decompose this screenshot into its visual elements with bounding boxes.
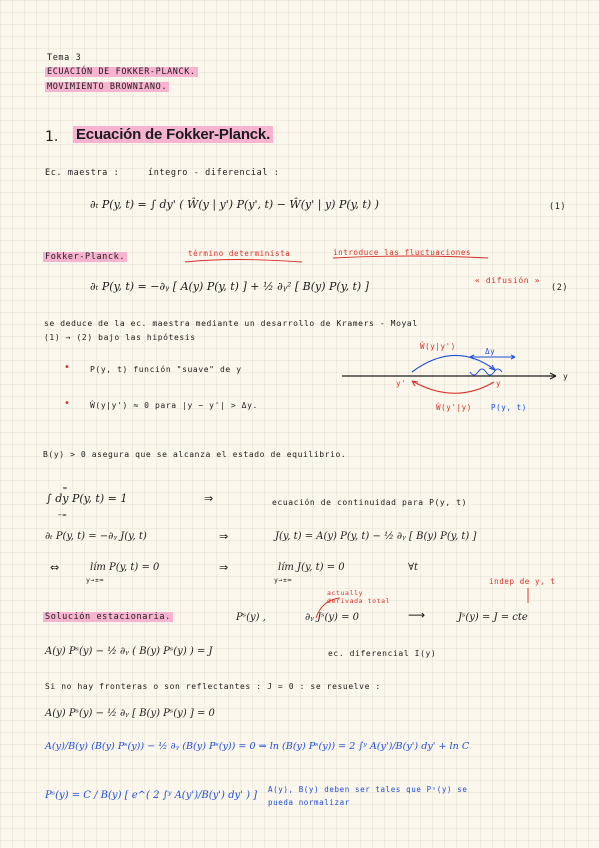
forall-t: ∀t bbox=[408, 562, 419, 573]
section-number: 1. bbox=[45, 129, 59, 145]
stationary-solution: Pˢ(y) = C / B(y) [ e^( 2 ∫ʸ A(y')/B(y') dy' ) ] bbox=[45, 790, 258, 801]
bullet-1: • bbox=[64, 362, 70, 373]
equation-number-2: (2) bbox=[551, 283, 569, 293]
stationary-ps: Pˢ(y) , bbox=[236, 612, 266, 623]
section-title: Ecuación de Fokker-Planck. bbox=[73, 125, 273, 145]
master-equation: ∂ₜ P(y, t) = ∫ dy' ( Ŵ(y | y') P(y', t) − Ŵ(y' | y) P(y, t) ) bbox=[90, 198, 379, 211]
diagram-y-prime: y' bbox=[396, 379, 407, 388]
equilibrium-text: B(y) > 0 asegura que se alcanza el estado de equilibrio. bbox=[43, 450, 347, 459]
continuity-equation: ∂ₜ P(y, t) = −∂ᵧ J(y, t) bbox=[45, 531, 147, 542]
master-label: Ec. maestra : bbox=[45, 168, 120, 178]
diagram-y: y bbox=[496, 379, 502, 388]
stationary-label: Solución estacionaria. bbox=[45, 612, 171, 622]
diagram-delta-y: Δy bbox=[485, 347, 496, 356]
annotation-total-derivative: actually derivada total bbox=[327, 589, 391, 605]
boundary-text: Si no hay fronteras o son reflectantes : J = 0 : se resuelve : bbox=[45, 682, 381, 691]
title-line-1: ECUACIÓN DE FOKKER-PLANCK. bbox=[47, 67, 196, 77]
ode-note: ec. diferencial I(y) bbox=[328, 649, 437, 658]
kramers-line-2: (1) → (2) bajo las hipótesis bbox=[44, 333, 196, 342]
topic-label: Tema 3 bbox=[47, 53, 82, 63]
implies-arrow-1: ⇒ bbox=[204, 492, 214, 505]
annotation-fluctuations: introduce las fluctuaciones bbox=[333, 248, 472, 257]
limit-sub-2: y→±∞ bbox=[274, 576, 293, 584]
annotation-diffusion: « difusión » bbox=[475, 276, 540, 285]
stationary-ode-zero: A(y) Pˢ(y) − ½ ∂ᵧ [ B(y) Pˢ(y) ] = 0 bbox=[45, 708, 215, 719]
limit-sub-1: y→±∞ bbox=[86, 576, 105, 584]
annotation-drift: término determinista bbox=[188, 249, 291, 258]
integral-lower-limit: −∞ bbox=[58, 511, 68, 519]
iff-arrow: ⇔ bbox=[50, 561, 60, 574]
hypothesis-2: Ŵ(y|y') ≈ 0 para |y − y'| > Δy. bbox=[90, 401, 258, 410]
limit-probability: lím P(y, t) = 0 bbox=[90, 562, 160, 573]
normalization-note-2: pueda normalizar bbox=[268, 798, 350, 807]
annotation-indep: indep de y, t bbox=[489, 577, 556, 586]
hypothesis-1: P(y, t) función "suave" de y bbox=[90, 365, 242, 374]
bullet-2: • bbox=[64, 398, 70, 409]
integral-upper-limit: ∞ bbox=[63, 484, 68, 492]
normalization-note-1: A(y), B(y) deben ser tales que Pˢ(y) se bbox=[268, 785, 468, 794]
diagram-w-top: Ŵ(y|y') bbox=[420, 342, 456, 351]
stationary-current: Jˢ(y) = J = cte bbox=[458, 612, 528, 623]
current-definition: J(y, t) = A(y) P(y, t) − ½ ∂ᵧ [ B(y) P(y, t) ] bbox=[275, 531, 477, 542]
implies-arrow-3: ⇒ bbox=[219, 561, 229, 574]
implies-arrow-2: ⇒ bbox=[219, 530, 229, 543]
stationary-equation: ∂ᵧ Jˢ(y) = 0 bbox=[305, 612, 360, 623]
equation-number-1: (1) bbox=[549, 202, 567, 212]
fp-label: Fokker-Planck. bbox=[45, 252, 126, 262]
title-line-2: MOVIMIENTO BROWNIANO. bbox=[47, 82, 168, 92]
diagram-axis-label: y bbox=[563, 372, 569, 381]
kramers-line-1: se deduce de la ec. maestra mediante un desarrollo de Kramers - Moyal bbox=[44, 319, 418, 328]
fp-equation: ∂ₜ P(y, t) = −∂ᵧ [ A(y) P(y, t) ] + ½ ∂ᵧ² [ B(y) P(y, t) ] bbox=[90, 280, 369, 293]
diagram-w-bottom: Ŵ(y'|y) bbox=[436, 403, 472, 412]
continuity-text: ecuación de continuidad para P(y, t) bbox=[272, 498, 467, 507]
stationary-ode: A(y) Pˢ(y) − ½ ∂ᵧ ( B(y) Pˢ(y) ) = J bbox=[45, 646, 213, 657]
master-type: íntegro - diferencial : bbox=[148, 168, 280, 178]
diagram-p-label: P(y, t) bbox=[491, 403, 527, 412]
limit-current: lím J(y, t) = 0 bbox=[278, 562, 345, 573]
log-solution: A(y)/B(y) (B(y) Pˢ(y)) − ½ ∂ᵧ (B(y) Pˢ(y)) = 0 ⇒ ln (B(y) Pˢ(y)) = 2 ∫ʸ A(y')/B(y') dy' + ln C bbox=[45, 741, 470, 752]
normalization-equation: ∫ dy P(y, t) = 1 bbox=[46, 492, 128, 505]
arrow-to-result: ⟶ bbox=[408, 608, 426, 622]
